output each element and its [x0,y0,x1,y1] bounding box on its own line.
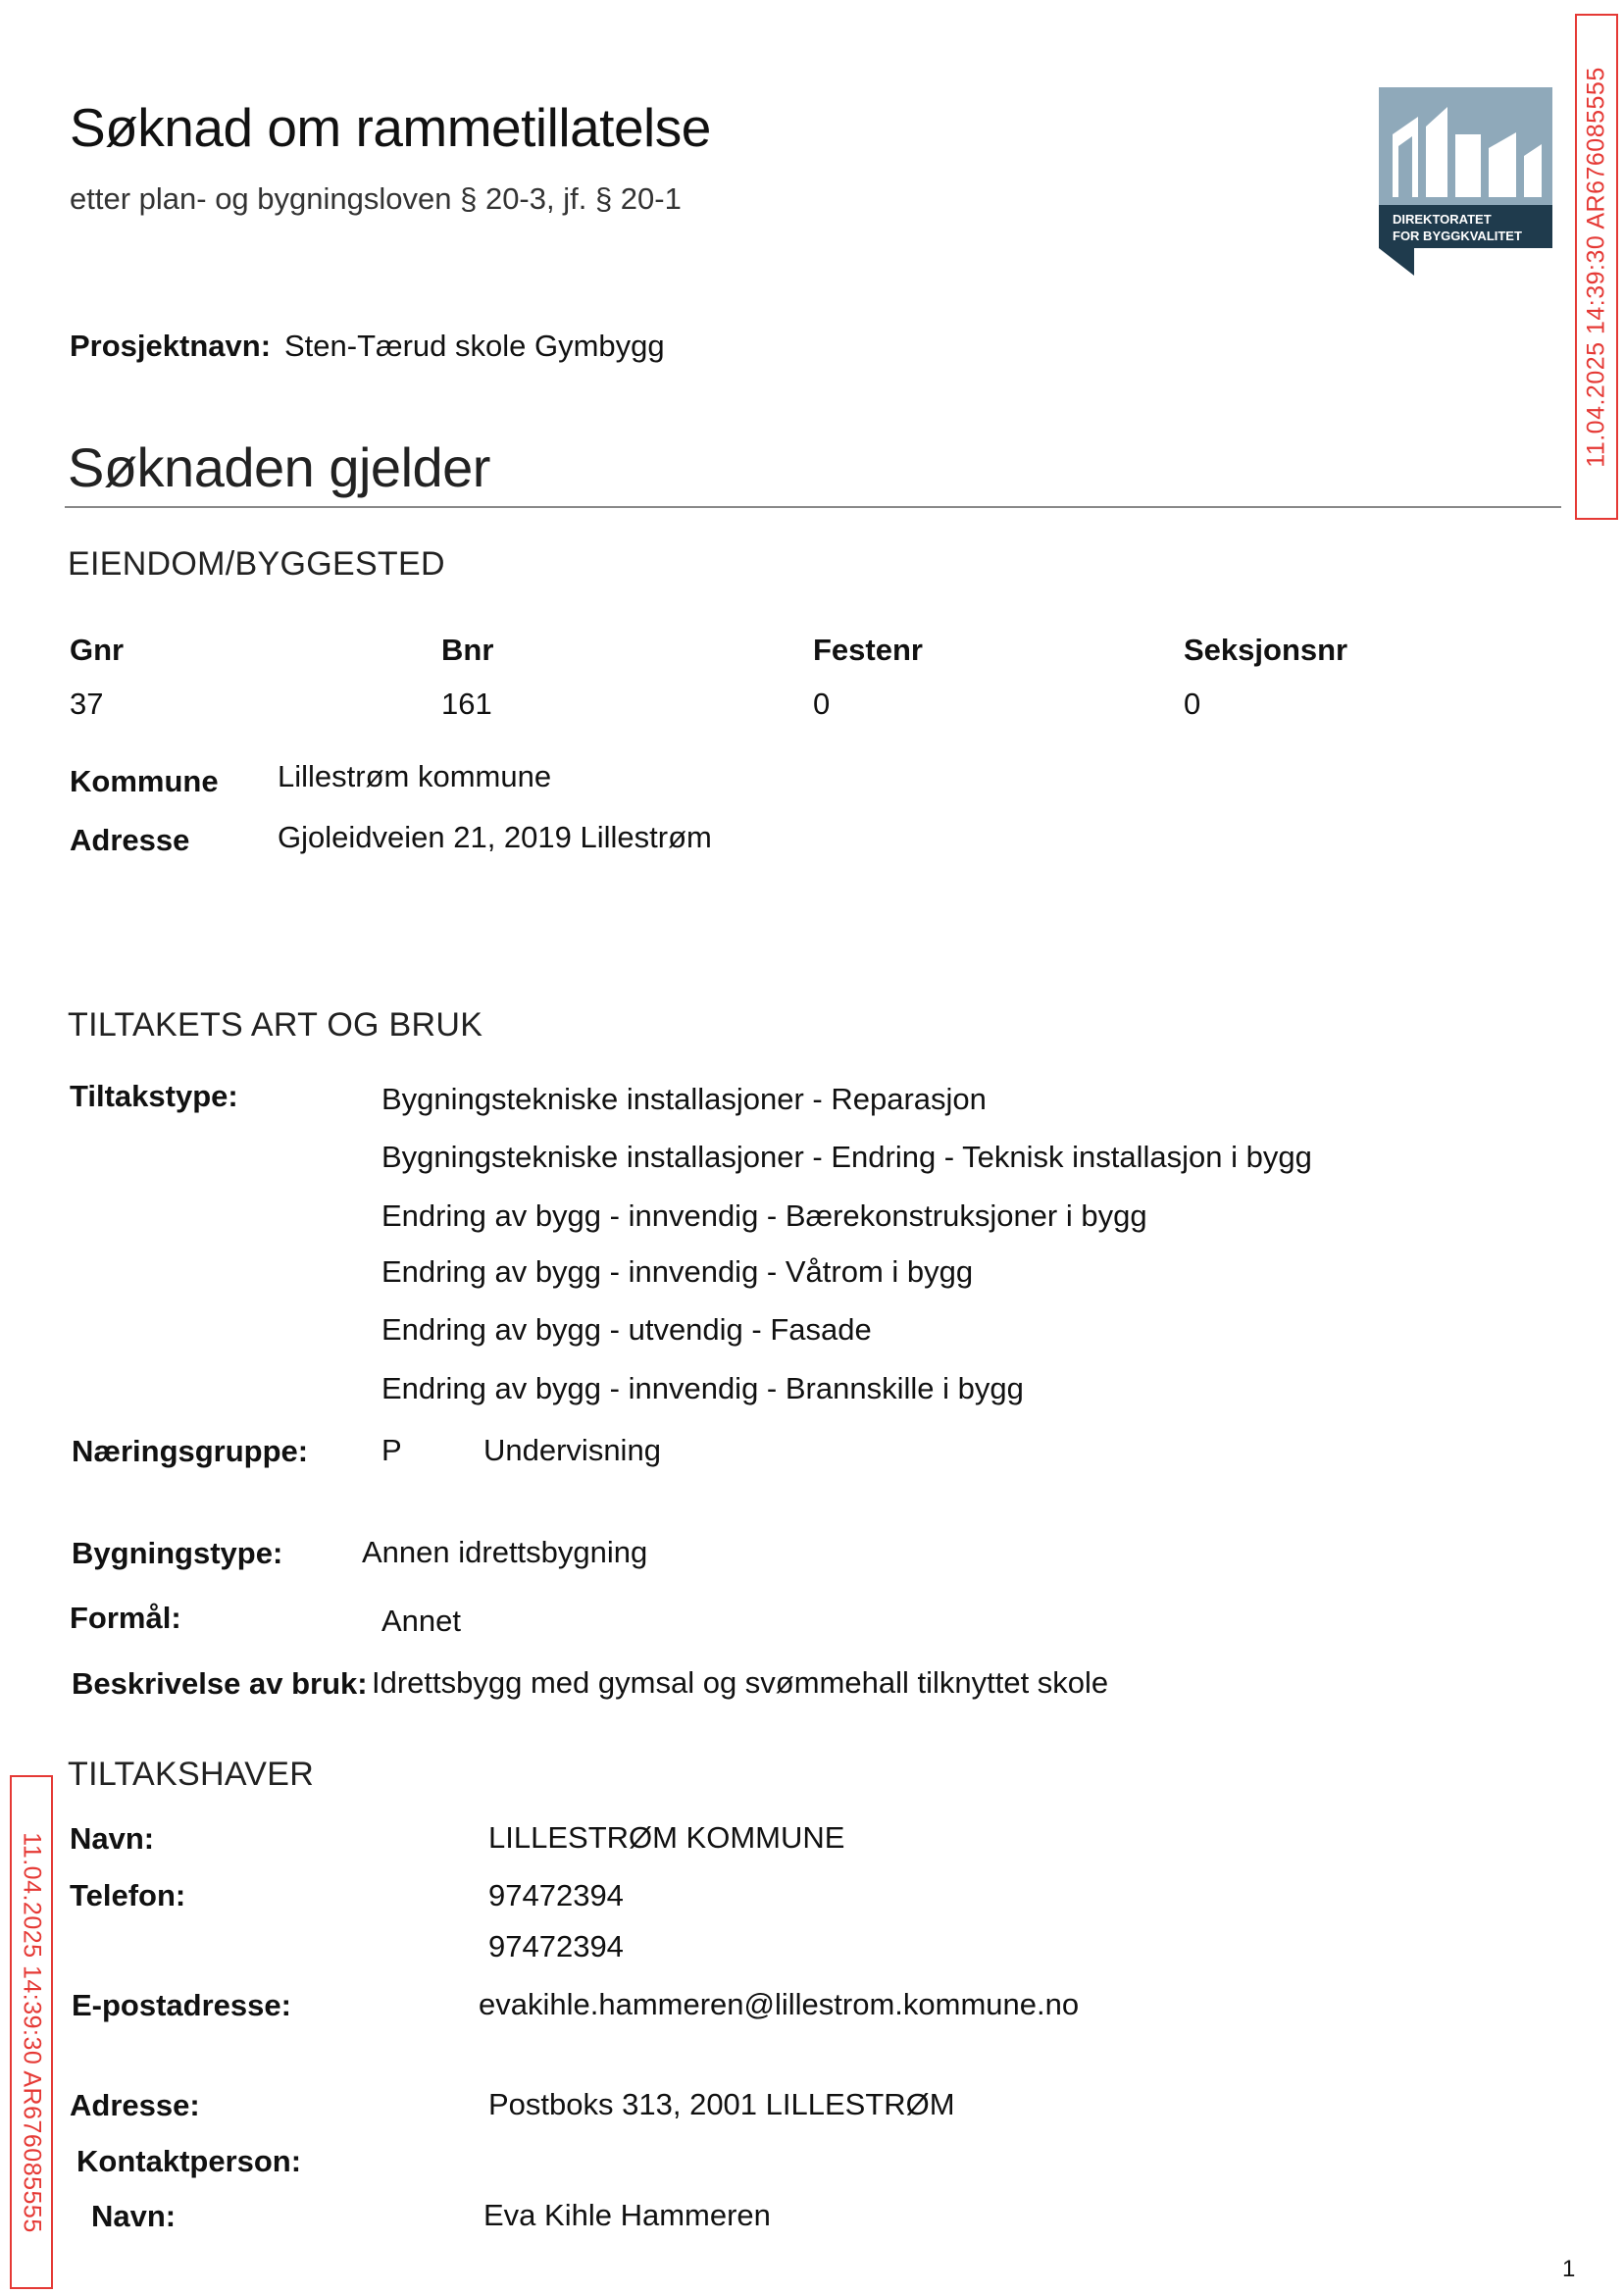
tiltakstype-item: Bygningstekniske installasjoner - Endring - Teknisk installasjon i bygg [381,1140,1312,1174]
tiltakstype-item: Endring av bygg - innvendig - Bærekonstruksjoner i bygg [381,1198,1147,1233]
project-name-value: Sten-Tærud skole Gymbygg [284,329,665,363]
kontaktperson-navn-value: Eva Kihle Hammeren [483,2198,771,2232]
adresse-value: Gjoleidveien 21, 2019 Lillestrøm [278,820,712,854]
section-divider [65,506,1561,508]
column-header-gnr: Gnr [70,633,125,667]
bruk-value: Idrettsbygg med gymsal og svømmehall tilknyttet skole [372,1665,1109,1700]
tiltak-heading: TILTAKETS ART OG BRUK [68,1006,483,1044]
festenr-value: 0 [813,687,831,721]
seksjonsnr-value: 0 [1184,687,1201,721]
telefon-label: Telefon: [70,1878,186,1912]
tiltakstype-item: Bygningstekniske installasjoner - Reparasjon [381,1082,987,1116]
telefon-value: 97472394 [488,1878,624,1912]
formaal-value: Annet [381,1604,462,1638]
dibk-logo-icon [1379,87,1552,276]
formaal-label: Formål: [70,1601,181,1635]
tiltakshaver-navn-value: LILLESTRØM KOMMUNE [488,1820,845,1855]
kontaktperson-label: Kontaktperson: [76,2144,302,2178]
epost-value: evakihle.hammeren@lillestrom.kommune.no [479,1987,1080,2021]
receipt-stamp-top [1575,14,1618,520]
bygningstype-label: Bygningstype: [72,1536,283,1570]
column-header-bnr: Bnr [441,633,494,667]
naeringsgruppe-code: P [381,1433,402,1467]
adresse-label: Adresse [70,823,190,857]
naeringsgruppe-value: Undervisning [483,1433,661,1467]
page-number: 1 [1562,2256,1576,2282]
tiltakshaver-navn-label: Navn: [70,1821,155,1856]
kontaktperson-navn-label: Navn: [91,2199,177,2233]
tiltakstype-item: Endring av bygg - innvendig - Brannskille i bygg [381,1371,1024,1405]
gnr-value: 37 [70,687,104,721]
column-header-festenr: Festenr [813,633,923,667]
naeringsgruppe-label: Næringsgruppe: [72,1434,309,1468]
project-name-label: Prosjektnavn: [70,329,272,363]
section-heading-main: Søknaden gjelder [68,436,490,498]
receipt-stamp-side [10,1775,53,2289]
logo-line-1: DIREKTORATET [1393,212,1492,227]
bnr-value: 161 [441,687,492,721]
epost-label: E-postadresse: [72,1988,291,2022]
receipt-stamp-text: 11.04.2025 14:39:30 AR676085555 [1582,66,1610,468]
tiltakshaver-adresse-label: Adresse: [70,2088,200,2122]
property-heading: EIENDOM/BYGGESTED [68,545,445,583]
tiltakstype-item: Endring av bygg - innvendig - Våtrom i bygg [381,1254,974,1289]
tiltakstype-label: Tiltakstype: [70,1079,238,1113]
dibk-logo [1379,87,1552,276]
kommune-label: Kommune [70,764,219,798]
bruk-label: Beskrivelse av bruk: [72,1666,368,1701]
document-title: Søknad om rammetillatelse [70,97,711,158]
column-header-seksjonsnr: Seksjonsnr [1184,633,1348,667]
document-subtitle: etter plan- og bygningsloven § 20-3, jf. § 20-1 [70,181,682,216]
tiltakshaver-heading: TILTAKSHAVER [68,1756,315,1793]
receipt-stamp-text: 11.04.2025 14:39:30 AR676085555 [18,1831,46,2233]
tiltakshaver-adresse-value: Postboks 313, 2001 LILLESTRØM [488,2087,955,2121]
bygningstype-value: Annen idrettsbygning [362,1535,648,1569]
telefon-value-secondary: 97472394 [488,1929,624,1963]
logo-line-2: FOR BYGGKVALITET [1393,229,1522,243]
tiltakstype-item: Endring av bygg - utvendig - Fasade [381,1312,872,1347]
kommune-value: Lillestrøm kommune [278,759,552,793]
